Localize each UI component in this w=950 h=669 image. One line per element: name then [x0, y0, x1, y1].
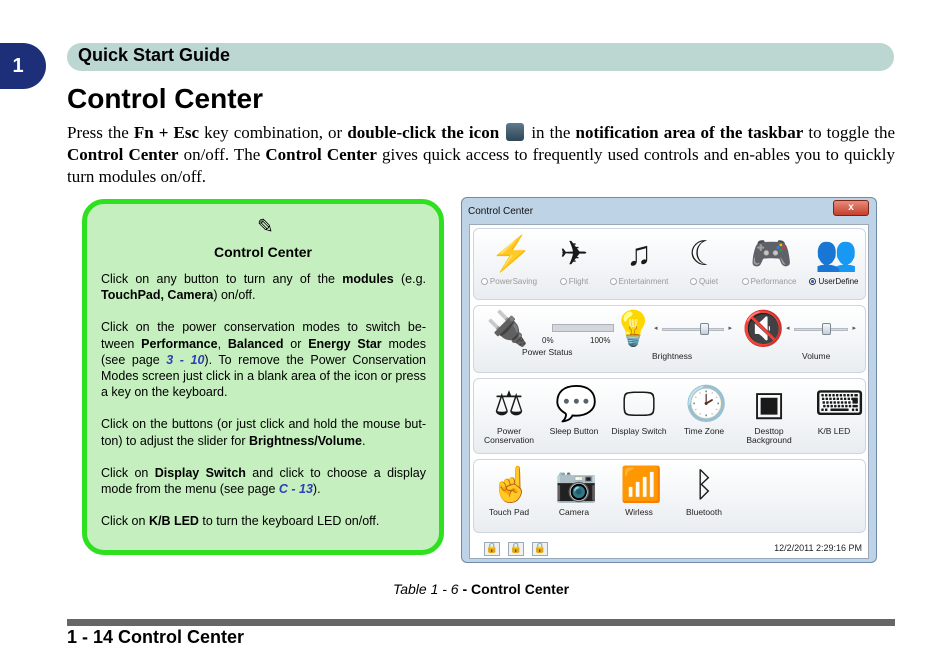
brightness-thumb[interactable]	[700, 323, 709, 335]
power-conservation-icon: ⚖	[493, 385, 525, 423]
power-saving-icon: ⚡	[490, 235, 533, 273]
note-paragraph	[101, 319, 426, 400]
note-text: or	[283, 336, 309, 351]
item-label: Touch Pad	[488, 507, 530, 517]
time-zone-icon: 🕑	[685, 385, 728, 423]
note-text: Click on the power conservation modes to switch be-tween	[101, 320, 426, 351]
note-bold: Performance	[141, 336, 218, 351]
volume-slider[interactable]	[786, 322, 856, 336]
note-paragraph	[101, 416, 426, 448]
quiet-button[interactable]	[671, 235, 737, 286]
intro-text: key combination, or	[199, 123, 348, 142]
window-title: Control Center	[468, 206, 534, 217]
sleep-button[interactable]	[541, 385, 607, 436]
functions-panel	[473, 378, 866, 454]
note-text: Click on the buttons (or just click and hold the mouse but-ton) to adjust the slider for	[101, 417, 426, 448]
plug-icon: 🔌	[486, 310, 529, 348]
guide-title: Quick Start Guide	[78, 45, 231, 65]
caption-separator: -	[458, 581, 472, 597]
desktop-background-button[interactable]	[736, 385, 802, 445]
volume-decrease-arrow[interactable]: ◂	[786, 325, 790, 332]
volume-mute-icon: 🔇	[742, 310, 785, 348]
flight-icon: ✈	[559, 235, 589, 273]
display-switch-icon: 🖵	[622, 385, 656, 423]
volume-label: Volume	[802, 351, 831, 361]
wireless-button[interactable]	[606, 466, 672, 517]
intro-text: on/off. The	[178, 145, 266, 164]
note-heading: Control Center	[214, 244, 312, 260]
note-body	[101, 271, 426, 545]
mode-radio[interactable]	[742, 278, 749, 285]
chapter-tab	[0, 43, 46, 89]
item-label: Bluetooth	[686, 507, 722, 517]
intro-bold: double-click the icon	[347, 123, 500, 142]
pencil-icon: ✎	[257, 216, 274, 238]
note-paragraph	[101, 465, 426, 497]
volume-thumb[interactable]	[822, 323, 831, 335]
brightness-track	[662, 328, 724, 331]
item-label: Entertainment	[618, 277, 669, 286]
touchpad-icon: ☝	[490, 466, 533, 504]
intro-text: in the	[526, 123, 576, 142]
note-text: ).	[312, 482, 321, 497]
caption-title: Control Center	[471, 581, 570, 597]
power-status-label: Power Status	[522, 347, 573, 357]
item-label: Desttop Background	[746, 426, 792, 445]
mode-radio[interactable]	[560, 278, 567, 285]
flight-button[interactable]	[541, 235, 607, 286]
mode-radio[interactable]	[809, 278, 816, 285]
brightness-slider[interactable]	[654, 322, 732, 336]
note-bold: Balanced	[227, 336, 284, 351]
status-bar	[470, 540, 868, 558]
note-text: Click on	[101, 465, 155, 480]
intro-bold: Control Center	[265, 145, 377, 164]
bluetooth-button[interactable]	[671, 466, 737, 517]
power-max-label: 100%	[590, 336, 611, 345]
note-text: Click on any button to turn any of the	[101, 272, 343, 286]
power-saving-button[interactable]	[476, 235, 542, 286]
footer-rule	[67, 619, 895, 626]
power-status-bar	[552, 324, 614, 332]
note-box	[82, 199, 444, 555]
footer-page-label: 1 - 14 Control Center	[67, 627, 245, 647]
note-text: Click on	[101, 514, 149, 529]
users-icon: 👥	[815, 235, 858, 273]
item-label: Performance	[750, 277, 797, 286]
note-text: ,	[217, 336, 228, 351]
note-bold: Display Switch	[154, 465, 246, 480]
note-text: ) on/off.	[213, 288, 256, 303]
intro-bold: notification area of the taskbar	[575, 123, 804, 142]
guide-header	[67, 43, 894, 71]
brightness-control	[612, 310, 742, 370]
page-reference-link[interactable]: C - 13	[278, 482, 313, 497]
entertainment-icon: ♫	[626, 235, 652, 273]
mode-radio[interactable]	[610, 278, 617, 285]
note-text: (e.g.	[393, 272, 426, 286]
status-panel	[473, 305, 866, 373]
touchpad-button[interactable]	[476, 466, 542, 517]
volume-increase-arrow[interactable]: ▸	[852, 325, 856, 332]
power-min-label: 0%	[542, 336, 554, 345]
time-zone-button[interactable]	[671, 385, 737, 436]
note-paragraph	[101, 513, 426, 529]
item-label: K/B LED	[817, 426, 851, 436]
power-modes-panel	[473, 228, 866, 300]
note-text: to turn the keyboard LED on/off.	[198, 514, 380, 529]
quiet-icon: ☾	[688, 235, 720, 273]
sleep-icon: 💬	[555, 385, 598, 423]
chapter-number: 1	[12, 54, 24, 77]
note-bold: K/B LED	[148, 514, 199, 529]
scroll-lock-icon: 🔒	[533, 543, 547, 554]
window-client-area	[469, 224, 869, 559]
kb-led-icon: ⌨	[815, 385, 865, 423]
gamepad-button[interactable]	[736, 235, 802, 286]
control-center-tray-icon	[506, 123, 524, 141]
item-label: Sleep Button	[549, 426, 599, 436]
gamepad-icon: 🎮	[750, 235, 793, 273]
display-switch-button[interactable]	[606, 385, 672, 436]
item-label: Wirless	[625, 507, 653, 517]
brightness-label: Brightness	[652, 351, 693, 361]
table-caption	[0, 581, 950, 597]
intro-text: gives quick access to frequently used controls and en-ables you to quickly turn modules on/off.	[67, 145, 895, 186]
power-status	[482, 310, 622, 370]
note-paragraph	[101, 271, 426, 303]
item-label: Quiet	[698, 277, 719, 286]
note-bold: Brightness/Volume	[249, 433, 362, 448]
desktop-background-icon: ▣	[752, 385, 786, 423]
close-button[interactable]: x	[833, 200, 869, 216]
entertainment-button[interactable]	[606, 235, 672, 286]
intro-bold: Fn + Esc	[133, 123, 200, 142]
camera-button[interactable]	[541, 466, 607, 517]
intro-text: Press the	[67, 123, 134, 142]
modules-panel	[473, 459, 866, 533]
intro-bold: Control Center	[67, 145, 179, 164]
intro-paragraph	[67, 122, 895, 188]
item-label: Power Conservation	[483, 426, 535, 445]
control-center-window	[461, 197, 877, 563]
kb-led-button[interactable]	[801, 385, 867, 436]
caption-prefix: Table 1 - 6	[392, 581, 459, 597]
mode-radio[interactable]	[481, 278, 488, 285]
note-bold: modules	[342, 272, 394, 286]
caps-lock-icon: 🔒	[485, 543, 499, 554]
power-conservation-button[interactable]	[476, 385, 542, 445]
item-label: PowerSaving	[489, 277, 538, 286]
note-text: ). To remove the Power Conservation Modes screen just click in a blank area of the icon or press a key on the keyboard.	[101, 352, 426, 400]
bluetooth-icon: ᛒ	[693, 466, 715, 504]
note-text: and click to choose a display mode from the menu (see page	[101, 465, 426, 497]
volume-control	[742, 310, 864, 370]
num-lock-icon: 🔒	[509, 543, 523, 554]
item-label: Flight	[568, 277, 589, 286]
item-label: Camera	[558, 507, 590, 517]
mode-radio[interactable]	[690, 278, 697, 285]
camera-icon: 📷	[555, 466, 598, 504]
note-text: modes (see page	[101, 336, 427, 367]
page-reference-link[interactable]: 3 - 10	[166, 352, 205, 367]
note-text: .	[361, 433, 366, 448]
item-label: Time Zone	[683, 426, 725, 436]
date-time: 12/2/2011 2:29:16 PM	[774, 543, 862, 553]
item-label: UserDefine	[818, 277, 859, 286]
note-bold: TouchPad, Camera	[101, 288, 214, 303]
brightness-decrease-arrow[interactable]: ◂	[654, 325, 658, 332]
wireless-icon: 📶	[620, 466, 663, 504]
users-button[interactable]	[801, 235, 867, 286]
intro-text: to toggle the	[803, 123, 896, 142]
page-title: Control Center	[67, 83, 263, 114]
brightness-increase-arrow[interactable]: ▸	[728, 325, 732, 332]
item-label: Display Switch	[611, 426, 667, 436]
note-bold: Energy Star	[308, 336, 382, 351]
brightness-icon: 💡	[612, 310, 655, 348]
